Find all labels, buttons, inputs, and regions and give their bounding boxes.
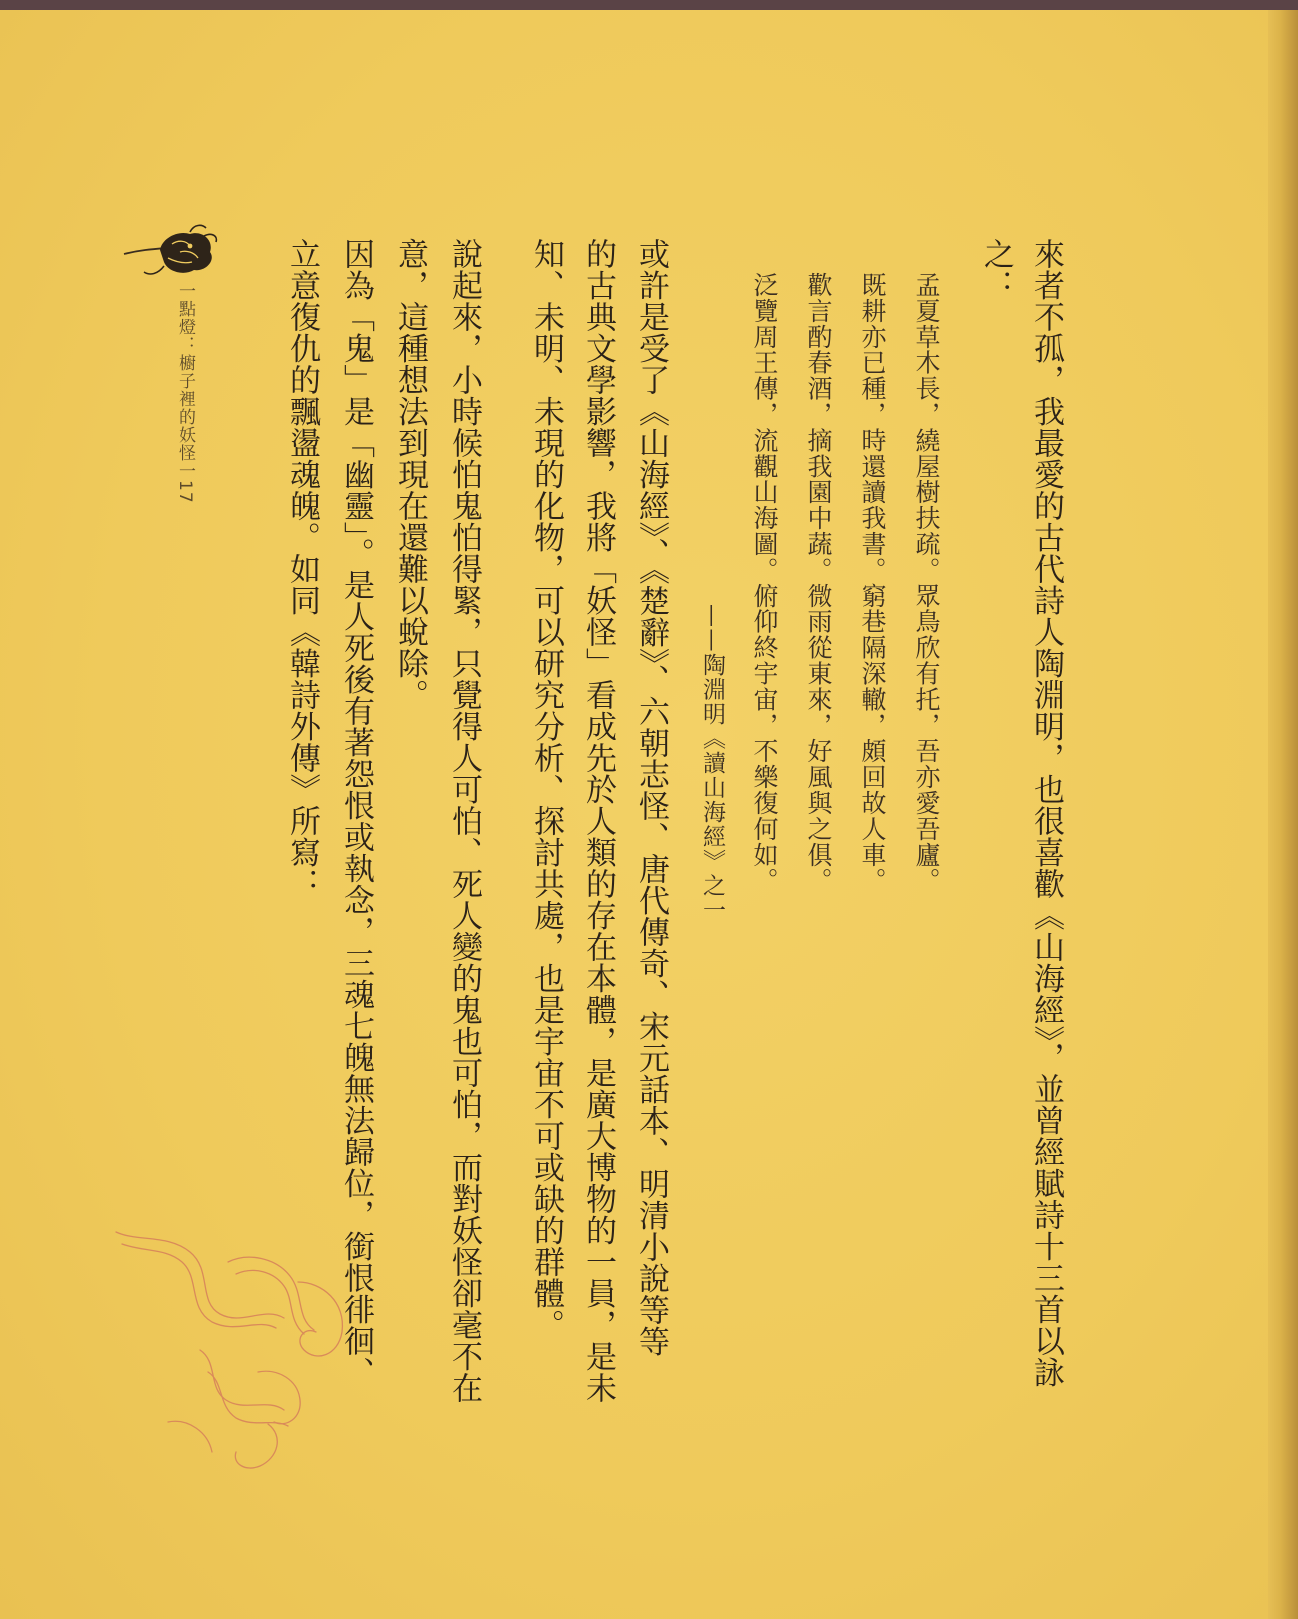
text-column-p4-2: 立意復仇的飄盪魂魄。如同《韓詩外傳》所寫： xyxy=(284,238,320,900)
text-column-p2-1: 或許是受了《山海經》、《楚辭》、六朝志怪、唐代傳奇、宋元話本、明清小說等等 xyxy=(633,238,669,1357)
text-column-p1-1: 來者不孤，我最愛的古代詩人陶淵明，也很喜歡《山海經》，並曾經賦詩十三首以詠 xyxy=(1028,238,1064,1388)
text-column-p4-1: 因為「鬼」是「幽靈」。是人死後有著怨恨或執念，三魂七魄無法歸位，銜恨徘徊、 xyxy=(338,238,374,1388)
poem-line-2: 既耕亦已種，時還讀我書。窮巷隔深轍，頗回故人車。 xyxy=(858,272,887,894)
dragon-head-icon xyxy=(120,222,220,282)
running-head: 一點燈：櫥子裡的妖怪一17 xyxy=(175,282,195,504)
cloud-swirl-icon xyxy=(108,1222,368,1482)
text-column-p3-1: 說起來，小時候怕鬼怕得緊，只覺得人可怕、死人變的鬼也可怕，而對妖怪卻毫不在 xyxy=(446,238,482,1404)
text-column-p2-3: 知、未明、未現的化物，可以研究分析、探討共處，也是宇宙不可或缺的群體。 xyxy=(528,238,564,1341)
page-edge xyxy=(1268,10,1298,1619)
text-column-p1-2: 之： xyxy=(978,238,1014,301)
text-column-p3-2: 意，這種想法到現在還難以蛻除。 xyxy=(392,238,428,711)
poem-line-1: 孟夏草木長，繞屋樹扶疏。眾鳥欣有托，吾亦愛吾廬。 xyxy=(912,272,941,894)
poem-line-4: 泛覽周王傳，流觀山海圖。俯仰終宇宙，不樂復何如。 xyxy=(750,272,779,894)
poem-line-3: 歡言酌春酒，摘我園中蔬。微雨從東來，好風與之俱。 xyxy=(804,272,833,894)
book-page xyxy=(0,10,1268,1619)
poem-attribution: ——陶淵明《讀山海經》之一 xyxy=(699,604,725,923)
text-column-p2-2: 的古典文學影響，我將「妖怪」看成先於人類的存在本體，是廣大博物的一員，是未 xyxy=(580,238,616,1404)
